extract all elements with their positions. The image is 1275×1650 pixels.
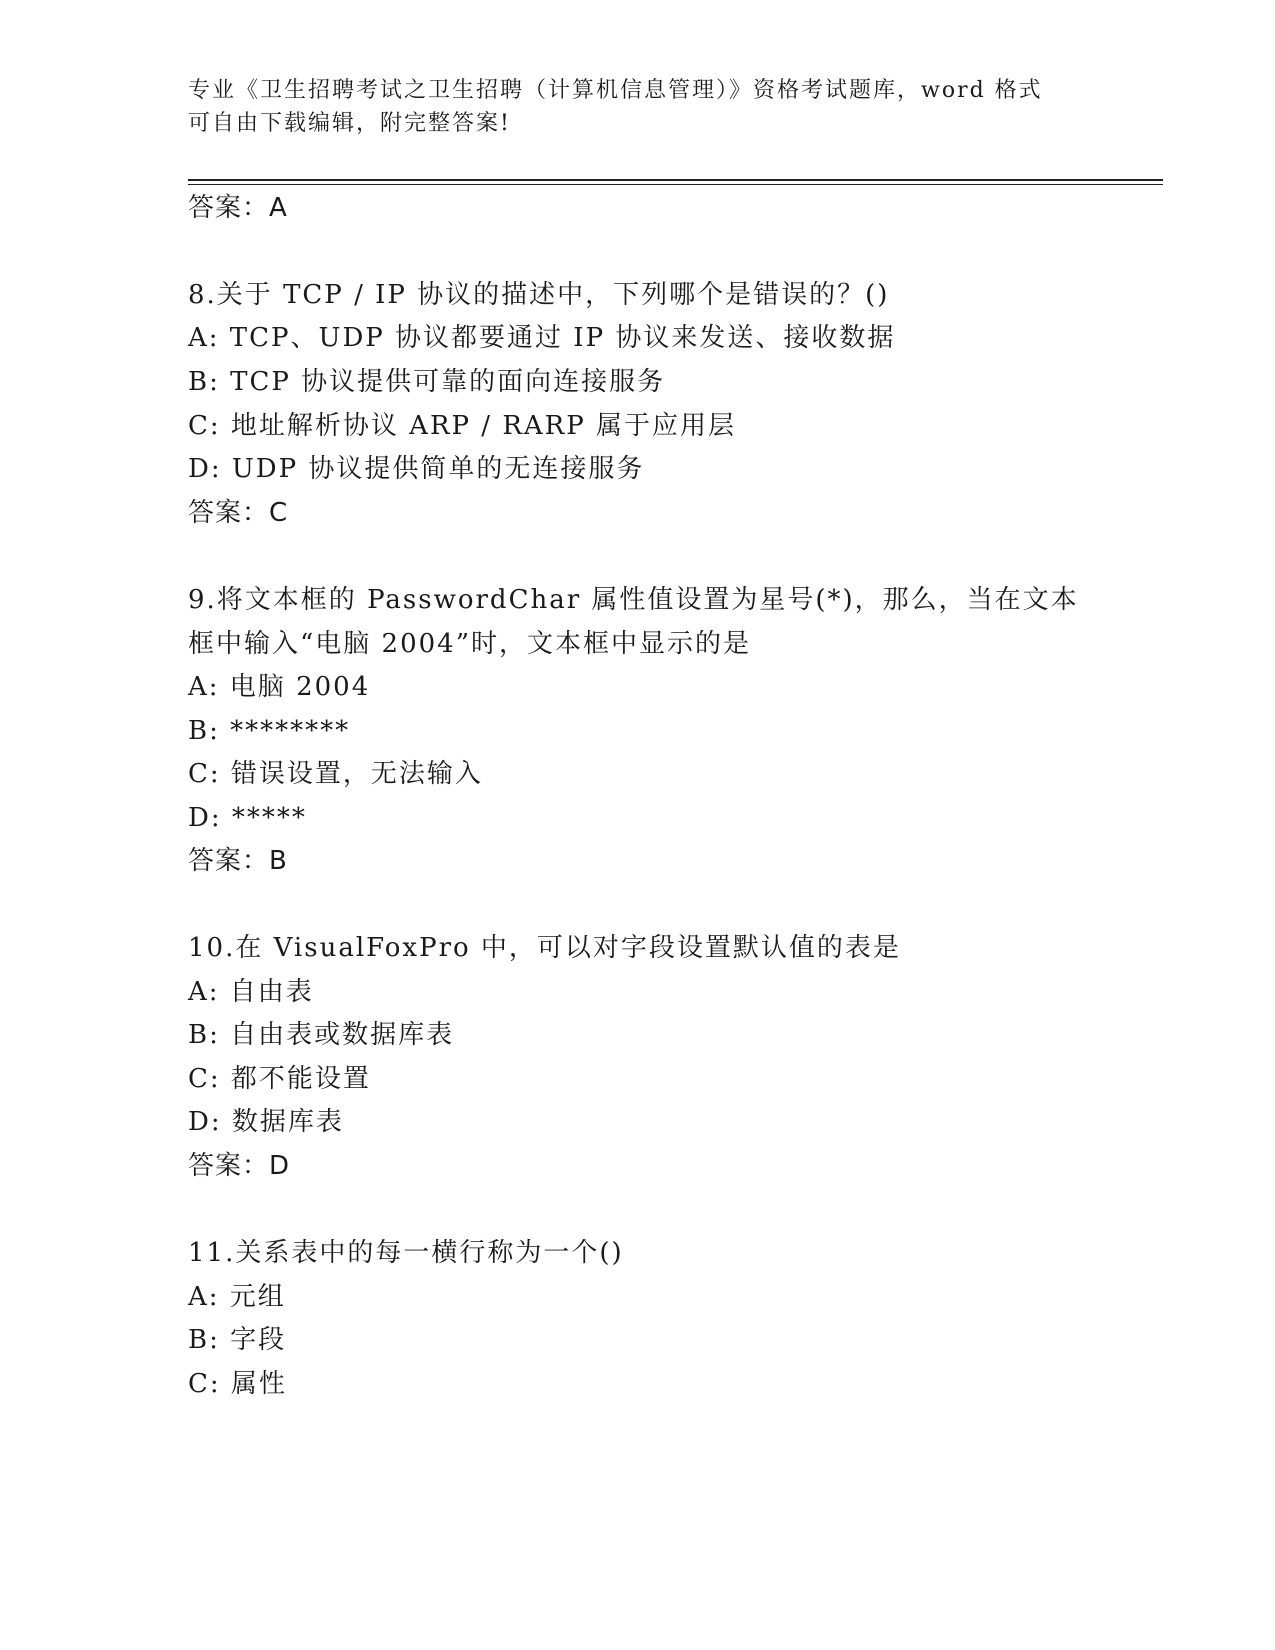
question-9-answer: 答案：B: [188, 846, 288, 876]
question-11-option-b: B: 字段: [188, 1325, 287, 1355]
question-8-option-a: A: TCP、UDP 协议都要通过 IP 协议来发送、接收数据: [188, 323, 896, 353]
question-9-option-c: C: 错误设置，无法输入: [188, 759, 483, 789]
question-9-option-b: B: ********: [188, 716, 351, 746]
question-9-text-line-1: 9.将文本框的 PasswordChar 属性值设置为星号(*)，那么，当在文本: [188, 585, 1079, 615]
question-9-text-line-2: 框中输入“电脑 2004”时，文本框中显示的是: [188, 629, 752, 659]
question-8-answer: 答案：C: [188, 498, 289, 528]
question-8-option-c: C: 地址解析协议 ARP / RARP 属于应用层: [188, 411, 737, 441]
question-10-option-a: A: 自由表: [188, 977, 314, 1007]
question-10-option-c: C: 都不能设置: [188, 1064, 371, 1094]
question-11-text: 11.关系表中的每一横行称为一个(): [188, 1238, 624, 1268]
header-line-1: 专业《卫生招聘考试之卫生招聘（计算机信息管理）》资格考试题库，word 格式: [188, 78, 1043, 103]
answer-previous: 答案：A: [188, 193, 288, 223]
question-10-option-b: B: 自由表或数据库表: [188, 1020, 455, 1050]
question-10-text: 10.在 VisualFoxPro 中，可以对字段设置默认值的表是: [188, 933, 901, 963]
question-11-option-a: A: 元组: [188, 1282, 286, 1312]
question-8-text: 8.关于 TCP / IP 协议的描述中，下列哪个是错误的？(): [188, 280, 890, 310]
question-10-option-d: D: 数据库表: [188, 1107, 344, 1137]
question-9-option-a: A: 电脑 2004: [188, 672, 371, 702]
header-divider-thin: [188, 184, 1163, 185]
question-11-option-c: C: 属性: [188, 1369, 287, 1399]
question-8-option-b: B: TCP 协议提供可靠的面向连接服务: [188, 367, 666, 397]
header-line-2: 可自由下载编辑，附完整答案!: [188, 111, 511, 136]
question-9-option-d: D: *****: [188, 803, 307, 833]
document-header: [188, 74, 1068, 140]
question-10-answer: 答案：D: [188, 1151, 291, 1181]
question-8-option-d: D: UDP 协议提供简单的无连接服务: [188, 454, 645, 484]
header-divider-thick: [188, 179, 1163, 181]
